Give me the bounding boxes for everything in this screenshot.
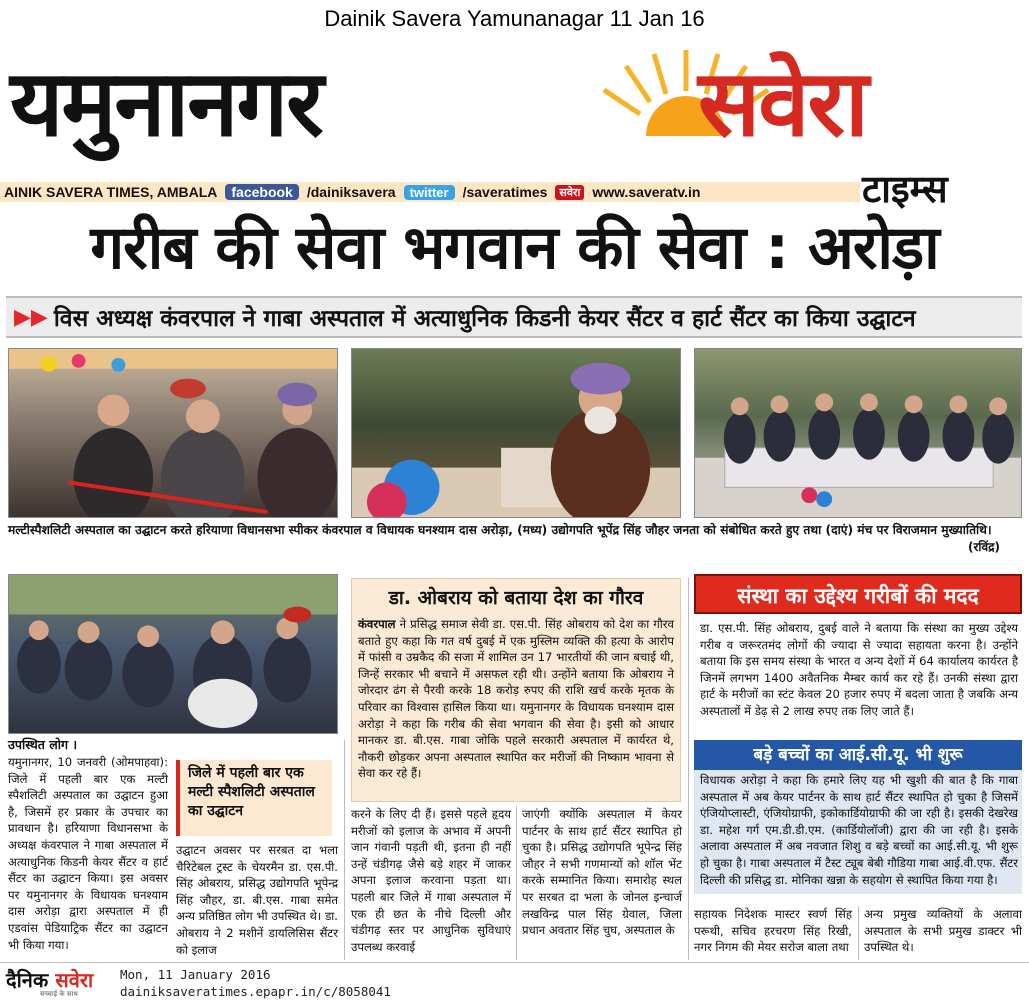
column-divider bbox=[858, 906, 859, 960]
subheadline: विस अध्यक्ष कंवरपाल ने गाबा अस्पताल में अत्याधुनिक किडनी केयर सैंटर व हार्ट सैंटर का किया उद्घाटन bbox=[53, 306, 916, 332]
highlight-text: ने प्रसिद्ध समाज सेवी डा. एस.पी. सिंह ओबराय को देश का गौरव बताते हुए कहा कि गत वर्ष दुबई में एक मुस्लिम व्यक्ति की हत्या के आरोप में फांसी व उम्रकैद की सजा में शामिल उन 17 भारतीयों की जान बचाई थी, जिन्हें सरकार भी बचाने में असफल रही थी। उन्होंने बताया कि ओबराय ने जोरदार ढंग से पैरवी करके 18 करोड़ रुपए की राशि खर्च करके मृतक के परिवार का विश्वास हासिल किया था। यमुनानगर के विधायक घनश्याम दास अरोड़ा ने कहा कि गरीब की सेवा भगवान की सेवा है। इसी को आधार मानकर डा. बी.एस. गाबा जोकि पहले सरकारी अस्पताल में कार्यरत थे, नौकरी छोड़कर अपना अस्पताल स्थापित कर मरीजों की निष्काम भावना से सेवा कर रहे हैं। bbox=[358, 617, 674, 781]
footer-logo-part1: दैनिक bbox=[6, 968, 49, 992]
double-arrow-icon: ▶▶ bbox=[14, 304, 48, 330]
publisher-name: AINIK SAVERA TIMES, AMBALA bbox=[4, 184, 218, 200]
column-divider bbox=[516, 806, 517, 960]
footer-meta bbox=[120, 966, 391, 1000]
photo-credit: (रविंद्र) bbox=[968, 540, 1001, 554]
photo-dignitaries-on-stage bbox=[694, 348, 1022, 518]
epaper-url[interactable]: dainiksaveratimes.epapr.in/c/8058041 bbox=[120, 984, 391, 999]
photo2-caption: उपस्थित लोग । bbox=[8, 737, 78, 752]
article-column-5: सहायक निदेशक मास्टर स्वर्ण सिंह परूथी, सचिव हरचरण सिंह रिखी, नगर निगम की मेयर सरोज बाला तथा bbox=[694, 907, 852, 955]
photo-speech bbox=[351, 348, 681, 518]
section-body-icu: विधायक अरोड़ा ने कहा कि हमारे लिए यह भी खुशी की बात है कि गाबा अस्पताल में अब केयर पार्टनर के साथ हार्ट सैंटर स्थापित हो चुका है जिसमें एंजियोप्लास्टी, एंजियोग्राफी, इकोकार्डियोग्राफी की जा रही है। इसकी देखरेख डा. महेश गर्ग एम.डी.डी.एम. (कार्डियोलॉजी) द्वारा की जा रही है। इसके अलावा अस्पताल में अब नवजात शिशु व बड़े बच्चों का आई.सी.यू. भी शुरू हो चुका है। गाबा अस्पताल में टैस्ट ट्यूब बेबी गौडिया गाबा आई.वी.एफ. सैंटर दिल्ली की प्रसिद्ध डा. मोनिका खन्ना के सहयोग से स्थापित किया गया है। bbox=[700, 773, 1018, 887]
footer-tagline: सच्चाई के साथ bbox=[40, 990, 78, 998]
column-divider bbox=[344, 740, 345, 960]
photo-caption: मल्टीस्पैशलिटी अस्पताल का उद्घाटन करते हरियाणा विधानसभा स्पीकर कंवरपाल व विधायक घनश्याम दास अरोड़ा, (मध्य) उद्योगपति भूपेंद्र सिंह जौहर जनता को संबोधित करते हुए तथा (दाएं) मंच पर विराजमान मुख्यातिथि। bbox=[8, 523, 992, 537]
tv-logo-icon: सवेरा bbox=[555, 185, 584, 200]
masthead-title-right: सवेरा bbox=[698, 50, 867, 157]
footer-logo-part2: सवेरा bbox=[55, 968, 94, 992]
article-column-6: अन्य प्रमुख व्यक्तियों के अलावा अस्पताल के सभी प्रमुख डाक्टर भी उपस्थित थे। bbox=[864, 907, 1022, 955]
inset-headline: जिले में पहली बार एक मल्टी स्पैशलिटी अस्पताल का उद्घाटन bbox=[188, 765, 315, 819]
photo-inauguration bbox=[8, 348, 338, 518]
section-title-icu: बड़े बच्चों का आई.सी.यू. भी शुरू bbox=[694, 740, 1022, 770]
footer-logo bbox=[6, 966, 93, 993]
highlight-title-oberoi: डा. ओबराय को बताया देश का गौरव bbox=[388, 587, 644, 609]
column-divider bbox=[688, 578, 689, 960]
edition-date: Mon, 11 January 2016 bbox=[120, 967, 271, 982]
photo-audience bbox=[8, 574, 338, 734]
page-caption: Dainik Savera Yamunanagar 11 Jan 16 bbox=[324, 6, 705, 31]
masthead-title-left: यमुनानगर bbox=[10, 50, 322, 157]
twitter-icon[interactable]: twitter bbox=[404, 185, 455, 200]
masthead-times: टाइम्स bbox=[862, 167, 948, 211]
facebook-icon[interactable]: facebook bbox=[225, 184, 298, 200]
website-link[interactable]: www.saveratv.in bbox=[592, 184, 701, 200]
subheadline-bar bbox=[6, 296, 1022, 338]
article-column-4: जाएंगी क्योंकि अस्पताल में केयर पार्टनर के साथ हार्ट सैंटर स्थापित हो चुका है। प्रसिद्ध उद्योगपति भूपेन्द्र सिंह जौहर ने सभी गणमान्यों को शॉल भेंट करके सम्मानित किया। समारोह स्थल पर सरबत दा भला के जोनल इन्चार्ज लखविन्द्र पाल सिंह ग्रेवाल, जिला प्रधान अवतार सिंह चुघ, अस्पताल के bbox=[522, 807, 682, 938]
article-column-1: यमुनानगर, 10 जनवरी (ओमपाहवा): जिले में पहली बार एक मल्टी स्पैशलिटी अस्पताल का उद्घाटन हुआ है, जिसमें हर प्रकार के उपचार का प्रावधान है। हरियाणा विधानसभा के अध्यक्ष कंवरपाल ने गाबा अस्पताल में अत्याधुनिक किडनी केयर सैंटर व हार्ट सैंटर का उद्घाटन किया। इस अवसर पर यमुनानगर के विधायक घनश्याम दास अरोड़ा द्वारा अस्पताल में ही एडवांस पेडियाट्रिक सैंटर का उद्घाटन भी किया गया। bbox=[8, 755, 168, 952]
article-column-2: उद्घाटन अवसर पर सरबत दा भला चैरिटेबल ट्रस्ट के चेयरमैन डा. एस.पी. सिंह ओबराय, प्रसिद्ध उद्योगपति भूपेन्द्र सिंह जौहर, डा. बी.एस. गाबा समेत अन्य प्रतिष्ठित लोग भी उपस्थित थे। डा. ओबराय ने 2 मशीनें डायलिसिस सैंटर को इलाज bbox=[176, 843, 338, 957]
twitter-handle[interactable]: /saveratimes bbox=[462, 184, 548, 200]
article-column-3: करने के लिए दी हैं। इससे पहले हृदय मरीजों को इलाज के अभाव में अपनी जान गंवानी पड़ती थी, इतना ही नहीं उन्हें चंडीगढ़ जैसे बड़े शहर में जाकर अपना इलाज करवाना पड़ता था। पहली बार जिले में गाबा अस्पताल में एक ही छत के नीचे दिल्ली और चंडीगढ़ स्तर पर आधुनिक सुविधाएं उपलब्ध करवाई bbox=[351, 807, 511, 954]
section-title-purpose: संस्था का उद्देश्य गरीबों की मदद bbox=[694, 574, 1022, 614]
highlight-body-oberoi bbox=[358, 616, 674, 782]
social-bar bbox=[0, 182, 860, 202]
facebook-handle[interactable]: /dainiksavera bbox=[306, 184, 396, 200]
highlight-lead: कंवरपाल bbox=[358, 617, 396, 631]
main-headline: गरीब की सेवा भगवान की सेवा : अरोड़ा bbox=[90, 213, 939, 283]
section-body-purpose: डा. एस.पी. सिंह ओबराय, दुबई वाले ने बताया कि संस्था का मुख्य उद्देश्य गरीब व जरूरतमंद लोगों की ज्यादा से ज्यादा सहायता करना है। उन्होंने बताया कि इस समय संस्था के भारत व अन्य देशों में 64 कार्यालय कार्यरत है जिनमें लगभग 1400 अवैतनिक मैम्बर कार्य कर रहे हैं। उनकी संस्था द्वारा हार्ट के मरीजों का स्टंट केवल 20 हजार रुपए में बदला जाता है जबकि अन्य अस्पतालों में डेढ़ से 2 लाख रुपए तक लिए जाते हैं। bbox=[700, 621, 1018, 718]
